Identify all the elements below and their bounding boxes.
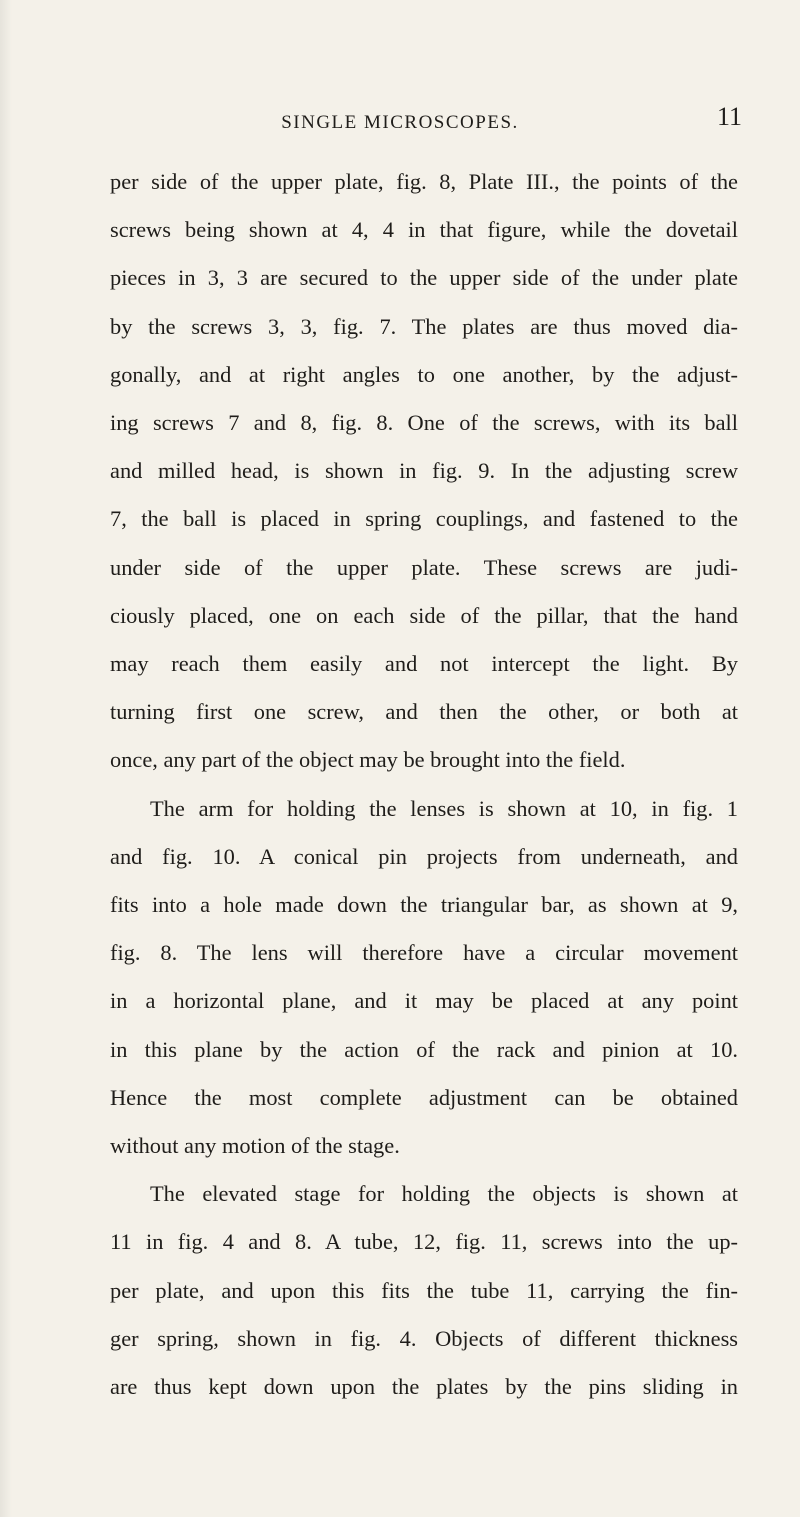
text-line: The arm for holding the lenses is shown at 10, in fig. 1 (150, 795, 738, 821)
text-line: Hence the most complete adjustment can be obtained (110, 1084, 738, 1110)
text-line: and fig. 10. A conical pin projects from underneath, and (110, 843, 738, 869)
text-line: ciously placed, one on each side of the pillar, that the hand (110, 602, 738, 628)
text-line: ing screws 7 and 8, fig. 8. One of the screws, with its ball (110, 410, 738, 436)
page-header (0, 94, 800, 134)
text-line: fits into a hole made down the triangular bar, as shown at 9, (110, 892, 738, 918)
text-line: once, any part of the object may be brought into the field. (110, 747, 626, 773)
text-line: by the screws 3, 3, fig. 7. The plates are thus moved dia- (110, 313, 738, 339)
text-line: The elevated stage for holding the objects is shown at (150, 1181, 738, 1207)
text-line: in this plane by the action of the rack and pinion at 10. (110, 1036, 738, 1062)
page-number: 11 (716, 102, 742, 131)
text-line: screws being shown at 4, 4 in that figure, while the dovetail (110, 217, 738, 243)
text-line: are thus kept down upon the plates by the pins sliding in (110, 1374, 738, 1400)
text-line: per side of the upper plate, fig. 8, Plate III., the points of the (110, 169, 738, 194)
text-line: fig. 8. The lens will therefore have a circular movement (110, 940, 738, 966)
body-text (110, 158, 738, 1411)
text-line: pieces in 3, 3 are secured to the upper side of the under plate (110, 265, 738, 291)
text-line: 7, the ball is placed in spring couplings, and fastened to the (110, 506, 738, 532)
page-edge-shadow (0, 0, 12, 1517)
running-head: SINGLE MICROSCOPES. (281, 112, 519, 133)
text-line: may reach them easily and not intercept the light. By (110, 651, 738, 677)
text-line: without any motion of the stage. (110, 1133, 400, 1159)
text-line: under side of the upper plate. These screws are judi- (110, 554, 738, 580)
text-line: gonally, and at right angles to one another, by the adjust- (110, 361, 738, 387)
text-line: in a horizontal plane, and it may be placed at any point (110, 988, 738, 1014)
text-line: per plate, and upon this fits the tube 11, carrying the fin- (110, 1277, 738, 1303)
text-line: and milled head, is shown in fig. 9. In the adjusting screw (110, 458, 738, 484)
text-line: 11 in fig. 4 and 8. A tube, 12, fig. 11, screws into the up- (110, 1229, 738, 1255)
text-line: turning first one screw, and then the other, or both at (110, 699, 738, 725)
text-line: ger spring, shown in fig. 4. Objects of different thickness (110, 1325, 738, 1351)
